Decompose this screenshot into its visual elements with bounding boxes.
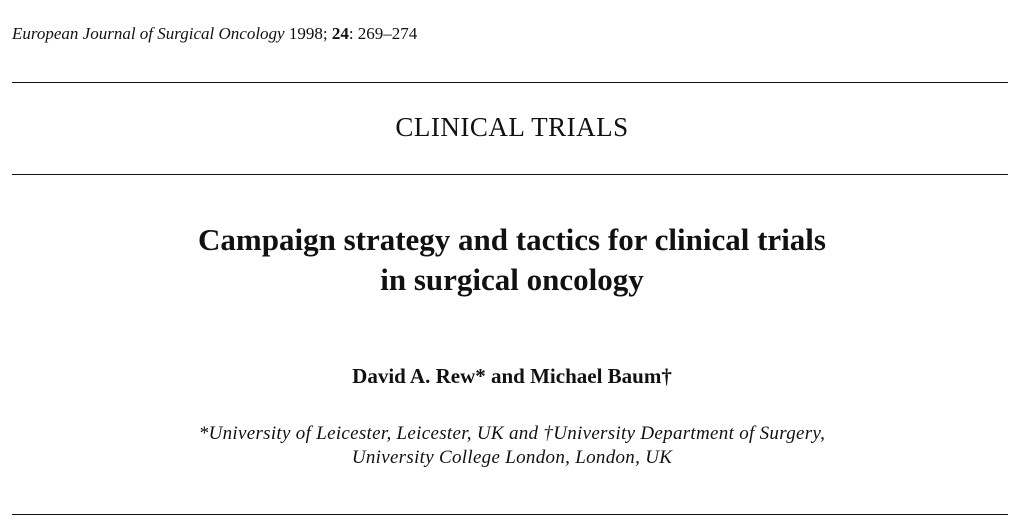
article-title	[0, 220, 1024, 300]
bottom-divider	[12, 514, 1008, 515]
volume-number: 24	[331, 24, 349, 43]
top-divider	[12, 82, 1008, 83]
publication-year: 1998;	[288, 24, 328, 43]
article-title-line-1: Campaign strategy and tactics for clinical trials	[198, 222, 826, 257]
article-title-line-2: in surgical oncology	[380, 262, 644, 297]
journal-citation	[12, 24, 417, 44]
affiliation-line-2: University College London, London, UK	[351, 447, 673, 468]
author-list: David A. Rew* and Michael Baum†	[352, 364, 672, 388]
section-heading: CLINICAL TRIALS	[395, 112, 629, 142]
author-affiliations	[0, 422, 1024, 470]
section-divider	[12, 174, 1008, 175]
page-range: : 269–274	[348, 24, 418, 43]
journal-name: European Journal of Surgical Oncology	[12, 24, 285, 43]
affiliation-line-1: *University of Leicester, Leicester, UK and †University Department of Surgery,	[198, 423, 826, 444]
